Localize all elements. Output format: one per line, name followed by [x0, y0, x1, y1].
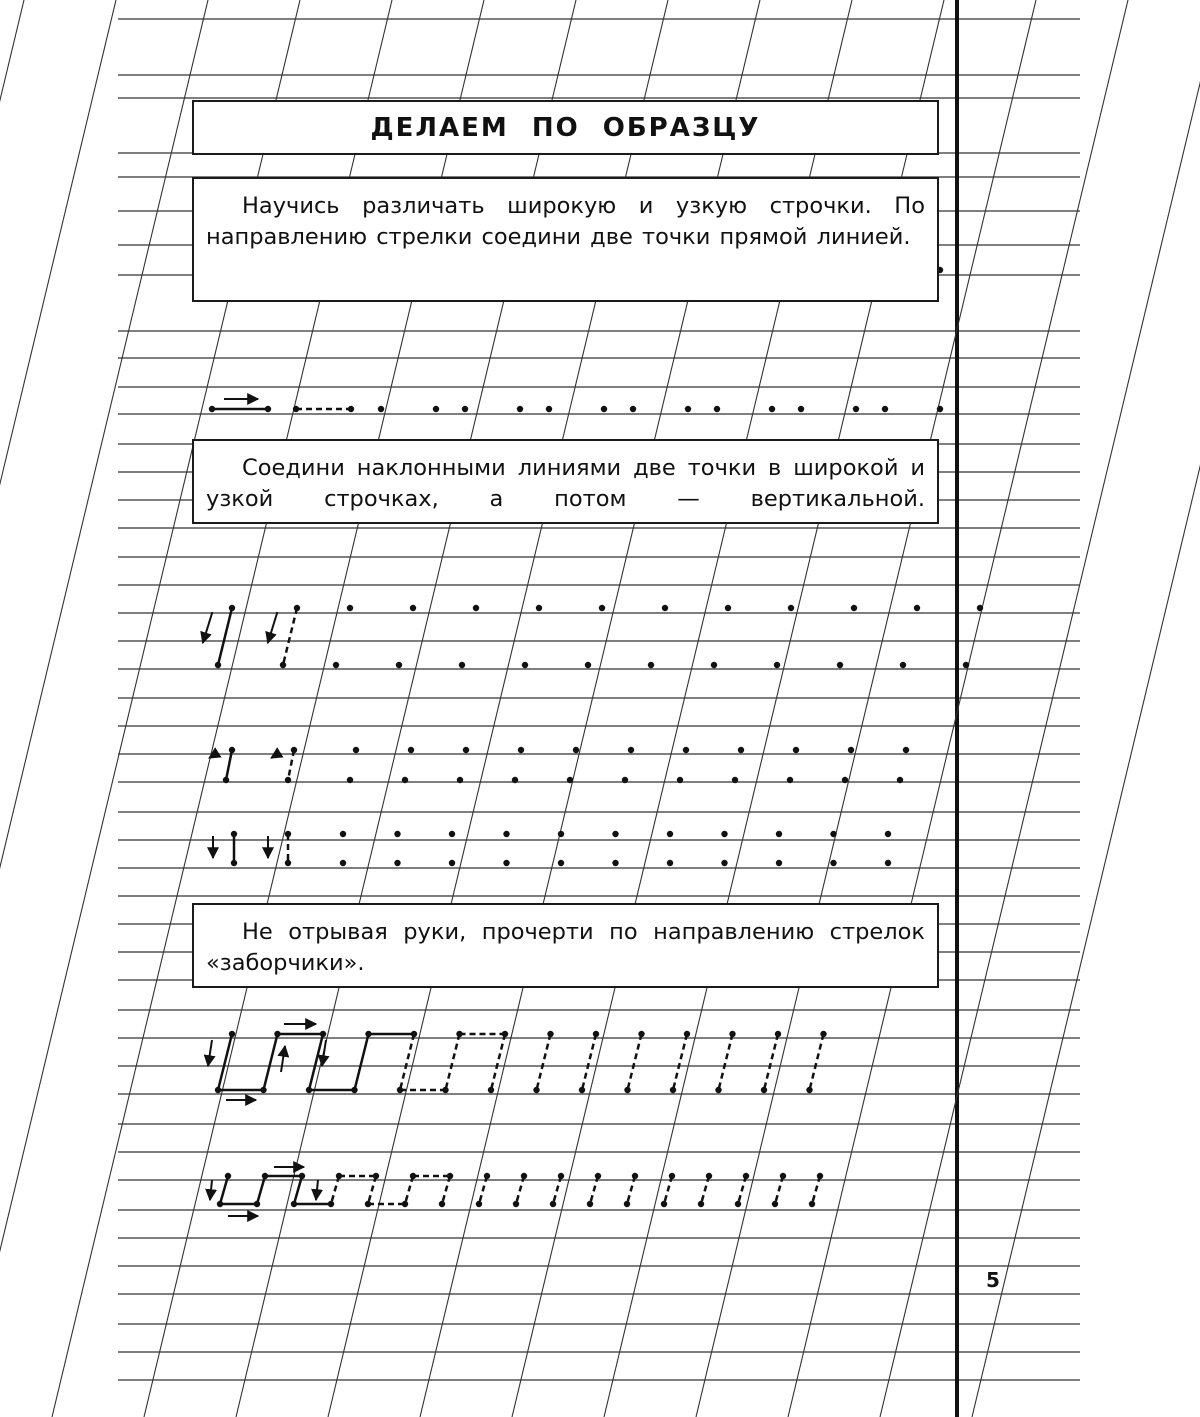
guide-dot: [774, 662, 780, 668]
guide-dot: [333, 662, 339, 668]
guide-dot: [411, 1031, 417, 1037]
guide-dot: [558, 831, 564, 837]
instruction-box-3: [192, 903, 939, 988]
direction-arrow: [281, 1046, 285, 1072]
guide-dot: [669, 1173, 675, 1179]
fence-stem: [582, 1034, 596, 1090]
guide-dot: [402, 1201, 408, 1207]
guide-dot: [291, 747, 297, 753]
guide-dot: [885, 860, 891, 866]
guide-dot: [714, 406, 720, 412]
guide-dot: [593, 1031, 599, 1037]
guide-dot: [683, 747, 689, 753]
fence-stem: [264, 1034, 278, 1090]
guide-dot: [533, 1087, 539, 1093]
guide-dot: [624, 1201, 630, 1207]
guide-dot: [772, 1201, 778, 1207]
guide-dot: [293, 406, 299, 412]
guide-dot: [885, 831, 891, 837]
guide-dot: [628, 747, 634, 753]
guide-dot: [830, 831, 836, 837]
guide-dot: [820, 1031, 826, 1037]
guide-dot: [587, 1201, 593, 1207]
guide-dot: [503, 860, 509, 866]
guide-dot: [787, 777, 793, 783]
guide-dot: [546, 406, 552, 412]
guide-dot: [630, 406, 636, 412]
instruction-box-1: [192, 177, 939, 302]
guide-dot: [229, 747, 235, 753]
fence-stem: [537, 1034, 551, 1090]
guide-dot: [638, 1031, 644, 1037]
guide-dot: [977, 605, 983, 611]
guide-dot: [963, 662, 969, 668]
fence-stem: [764, 1034, 778, 1090]
guide-dot: [837, 662, 843, 668]
guide-dot: [449, 831, 455, 837]
guide-dot: [677, 777, 683, 783]
guide-dot: [347, 605, 353, 611]
guide-dot: [830, 860, 836, 866]
guide-dot: [721, 831, 727, 837]
guide-dot: [408, 747, 414, 753]
guide-dot: [442, 1087, 448, 1093]
guide-dot: [761, 1087, 767, 1093]
guide-dot: [706, 1173, 712, 1179]
guide-dot: [612, 831, 618, 837]
guide-dot: [897, 777, 903, 783]
guide-dot: [769, 406, 775, 412]
guide-dot: [698, 1201, 704, 1207]
guide-dot: [521, 1173, 527, 1179]
guide-dot: [410, 605, 416, 611]
guide-dot: [457, 777, 463, 783]
guide-dot: [488, 1087, 494, 1093]
guide-dot: [547, 1031, 553, 1037]
guide-dot: [512, 777, 518, 783]
guide-dot: [667, 831, 673, 837]
guide-dot: [473, 605, 479, 611]
guide-dot: [798, 406, 804, 412]
guide-dot: [842, 777, 848, 783]
guide-dot: [260, 1087, 266, 1093]
guide-dot: [661, 1201, 667, 1207]
guide-dot: [439, 1201, 445, 1207]
guide-dot: [215, 662, 221, 668]
guide-dot: [347, 777, 353, 783]
guide-dot: [648, 662, 654, 668]
guide-dot: [776, 860, 782, 866]
guide-dot: [231, 860, 237, 866]
guide-dot: [558, 1173, 564, 1179]
guide-dot: [402, 777, 408, 783]
fence-stem: [719, 1034, 733, 1090]
guide-dot: [209, 406, 215, 412]
instruction-text-2: Соедини наклонными линиями две точки в широкой и узкой строчках, а потом — вертикальной.: [206, 455, 925, 512]
direction-arrow: [322, 1040, 326, 1066]
guide-dot: [378, 406, 384, 412]
slant-stroke: [283, 608, 297, 665]
fence-stem: [491, 1034, 505, 1090]
slant-stroke: [218, 608, 232, 665]
direction-arrow: [208, 1040, 212, 1066]
guide-dot: [729, 1031, 735, 1037]
guide-dot: [670, 1087, 676, 1093]
guide-dot: [788, 605, 794, 611]
guide-dot: [285, 860, 291, 866]
guide-dot: [624, 1087, 630, 1093]
guide-dot: [937, 406, 943, 412]
fence-stem: [628, 1034, 642, 1090]
instruction-box-2: [192, 439, 939, 524]
guide-dot: [685, 406, 691, 412]
guide-dot: [320, 1031, 326, 1037]
direction-arrow: [268, 612, 278, 643]
guide-dot: [231, 831, 237, 837]
guide-dot: [567, 777, 573, 783]
guide-dot: [294, 605, 300, 611]
guide-dot: [447, 1173, 453, 1179]
guide-dot: [373, 1173, 379, 1179]
guide-dot: [254, 1201, 260, 1207]
guide-dot: [853, 406, 859, 412]
guide-dot: [513, 1201, 519, 1207]
guide-dot: [793, 747, 799, 753]
direction-arrow: [203, 612, 213, 643]
guide-dot: [280, 662, 286, 668]
guide-dot: [340, 831, 346, 837]
slant-line: [0, 0, 24, 1417]
guide-dot: [502, 1031, 508, 1037]
guide-dot: [484, 1173, 490, 1179]
slant-line: [0, 0, 116, 1417]
guide-dot: [806, 1087, 812, 1093]
guide-dot: [351, 1087, 357, 1093]
guide-dot: [662, 605, 668, 611]
slant-line: [972, 0, 1200, 1417]
slant-line: [0, 0, 208, 1417]
page-title: ДЕЛАЕМ ПО ОБРАЗЦУ: [370, 112, 761, 143]
guide-dot: [599, 605, 605, 611]
guide-dot: [622, 777, 628, 783]
guide-dot: [632, 1173, 638, 1179]
guide-dot: [667, 860, 673, 866]
guide-dot: [229, 1031, 235, 1037]
guide-dot: [550, 1201, 556, 1207]
guide-dot: [612, 860, 618, 866]
direction-arrow: [210, 1180, 212, 1200]
guide-dot: [738, 747, 744, 753]
guide-dot: [285, 777, 291, 783]
guide-dot: [735, 1201, 741, 1207]
guide-dot: [394, 860, 400, 866]
guide-dot: [903, 747, 909, 753]
guide-dot: [601, 406, 607, 412]
guide-dot: [900, 662, 906, 668]
guide-dot: [809, 1201, 815, 1207]
instruction-text-3: Не отрывая руки, прочерти по направлению стрелок «заборчики».: [206, 919, 925, 976]
guide-dot: [684, 1031, 690, 1037]
guide-dot: [463, 747, 469, 753]
guide-dot: [721, 860, 727, 866]
fence-stem: [400, 1034, 414, 1090]
guide-dot: [579, 1087, 585, 1093]
guide-dot: [265, 406, 271, 412]
guide-dot: [851, 605, 857, 611]
guide-dot: [573, 747, 579, 753]
guide-dot: [715, 1087, 721, 1093]
guide-dot: [462, 406, 468, 412]
guide-dot: [595, 1173, 601, 1179]
guide-dot: [433, 406, 439, 412]
guide-dot: [775, 1031, 781, 1037]
guide-dot: [223, 777, 229, 783]
guide-dot: [459, 662, 465, 668]
page-title-box: [192, 100, 939, 155]
guide-dot: [340, 860, 346, 866]
guide-dot: [348, 406, 354, 412]
fence-stem: [355, 1034, 369, 1090]
guide-dot: [743, 1173, 749, 1179]
guide-dot: [299, 1173, 305, 1179]
fence-stem: [446, 1034, 460, 1090]
guide-dot: [848, 747, 854, 753]
guide-dot: [725, 605, 731, 611]
guide-dot: [229, 605, 235, 611]
instruction-text-1: Научись различать широкую и узкую строчки. По направлению стрелки соедини две точки прямой линией.: [206, 193, 925, 250]
direction-arrow: [316, 1180, 318, 1200]
guide-dot: [396, 662, 402, 668]
guide-dot: [517, 406, 523, 412]
guide-dot: [585, 662, 591, 668]
guide-dot: [558, 860, 564, 866]
guide-dot: [780, 1173, 786, 1179]
guide-dot: [476, 1201, 482, 1207]
guide-dot: [225, 1173, 231, 1179]
guide-dot: [817, 1173, 823, 1179]
guide-dot: [518, 747, 524, 753]
fence-stem: [810, 1034, 824, 1090]
guide-dot: [285, 831, 291, 837]
guide-dot: [394, 831, 400, 837]
guide-dot: [711, 662, 717, 668]
guide-dot: [776, 831, 782, 837]
guide-dot: [328, 1201, 334, 1207]
guide-dot: [536, 605, 542, 611]
guide-dot: [732, 777, 738, 783]
page-number: 5: [986, 1268, 1000, 1292]
guide-dot: [914, 605, 920, 611]
guide-dot: [353, 747, 359, 753]
guide-dot: [503, 831, 509, 837]
guide-dot: [882, 406, 888, 412]
guide-dot: [522, 662, 528, 668]
guide-dot: [449, 860, 455, 866]
